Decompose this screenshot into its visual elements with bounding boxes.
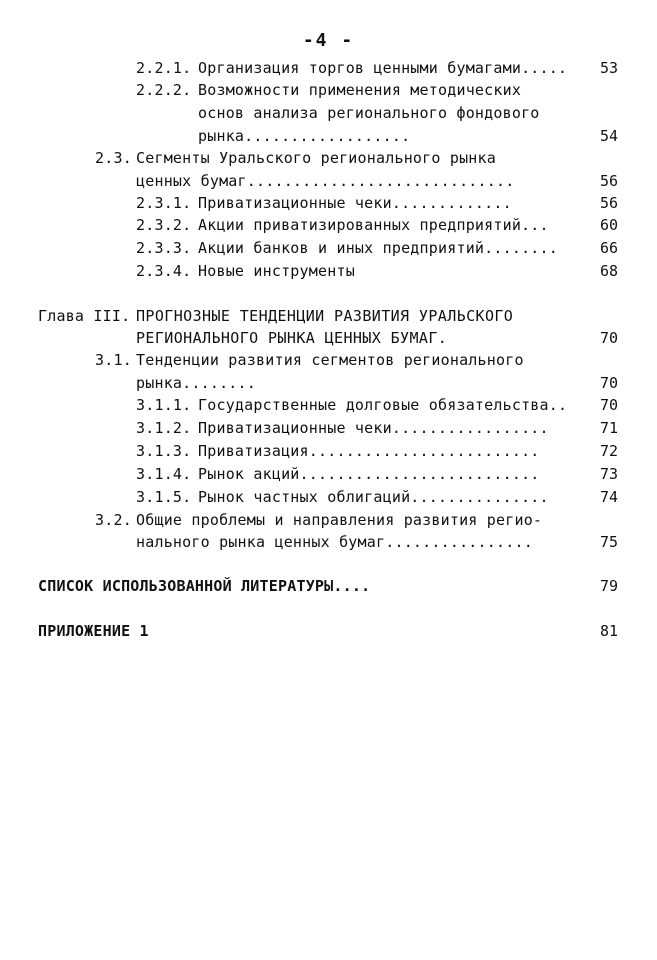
- toc-entry-number: 2.3.4.: [136, 262, 192, 280]
- toc-entry-title: Новые инструменты: [198, 262, 355, 280]
- toc-entry-title: Акции банков и иных предприятий........: [198, 239, 558, 257]
- toc-entry-number: 3.1.5.: [136, 488, 192, 506]
- toc-entry-title: Государственные долговые обязательства..: [198, 396, 568, 414]
- toc-entry-page: 70: [599, 374, 618, 392]
- toc-entry-title: Рынок частных облигаций...............: [198, 488, 549, 506]
- toc-entry-page: 54: [599, 127, 618, 145]
- toc-entry-page: 70: [599, 396, 618, 414]
- toc-entry-title: Тенденции развития сегментов регионального: [136, 351, 524, 369]
- toc-entry-page: 75: [599, 533, 618, 551]
- toc-entry-page: 56: [599, 172, 618, 190]
- toc-entry-title-cont: ценных бумаг.............................: [136, 172, 515, 190]
- toc-entry-page: 53: [599, 59, 618, 77]
- toc-entry-number: 2.2.1.: [136, 59, 192, 77]
- toc-entry-number: 2.3.3.: [136, 239, 192, 257]
- toc-entry-page: 71: [599, 419, 618, 437]
- toc-entry-title: Сегменты Уральского регионального рынка: [136, 149, 496, 167]
- toc-entry-title: Приватизационные чеки.............: [198, 194, 512, 212]
- appendix-page: 81: [599, 622, 618, 640]
- toc-entry-page: 68: [599, 262, 618, 280]
- toc-entry-page: 74: [599, 488, 618, 506]
- toc-entry-title: Приватизация.........................: [198, 442, 540, 460]
- toc-entry-title: Общие проблемы и направления развития регио-: [136, 511, 543, 529]
- bibliography-heading: СПИСОК ИСПОЛЬЗОВАННОЙ ЛИТЕРАТУРЫ....: [38, 577, 371, 595]
- toc-entry-title-cont: основ анализа регионального фондового: [198, 104, 540, 122]
- toc-entry-title-cont: рынка........: [136, 374, 256, 392]
- toc-entry-title-cont: рынка..................: [198, 127, 411, 145]
- toc-entry-number: 3.1.4.: [136, 465, 192, 483]
- chapter-title-cont: РЕГИОНАЛЬНОГО РЫНКА ЦЕННЫХ БУМАГ.: [136, 329, 448, 347]
- toc-entry-title: Возможности применения методических: [198, 81, 522, 99]
- toc-entry-number: 3.1.3.: [136, 442, 192, 460]
- toc-entry-page: 72: [599, 442, 618, 460]
- toc-entry-page: 56: [599, 194, 618, 212]
- toc-entry-number: 3.1.: [95, 351, 132, 369]
- chapter-title: ПРОГНОЗНЫЕ ТЕНДЕНЦИИ РАЗВИТИЯ УРАЛЬСКОГО: [136, 307, 514, 325]
- toc-entry-number: 3.1.2.: [136, 419, 192, 437]
- toc-entry-number: 3.1.1.: [136, 396, 192, 414]
- toc-entry-title: Рынок акций..........................: [198, 465, 540, 483]
- appendix-heading: ПРИЛОЖЕНИЕ 1: [38, 622, 149, 640]
- toc-entry-title-cont: нального рынка ценных бумаг................: [136, 533, 533, 551]
- toc-entry-number: 2.3.: [95, 149, 132, 167]
- toc-entry-number: 2.3.1.: [136, 194, 192, 212]
- toc-entry-number: 2.3.2.: [136, 216, 192, 234]
- page-number: -4 -: [302, 30, 355, 51]
- toc-entry-number: 2.2.2.: [136, 81, 192, 99]
- toc-entry-page: 73: [599, 465, 618, 483]
- toc-entry-number: 3.2.: [95, 511, 132, 529]
- toc-entry-title: Приватизационные чеки.................: [198, 419, 549, 437]
- chapter-label: Глава III.: [38, 307, 131, 325]
- toc-entry-title: Организация торгов ценными бумагами.....: [198, 59, 568, 77]
- chapter-page: 70: [599, 329, 618, 347]
- toc-entry-page: 66: [599, 239, 618, 257]
- toc-entry-title: Акции приватизированных предприятий...: [198, 216, 549, 234]
- toc-entry-page: 60: [599, 216, 618, 234]
- bibliography-page: 79: [599, 577, 618, 595]
